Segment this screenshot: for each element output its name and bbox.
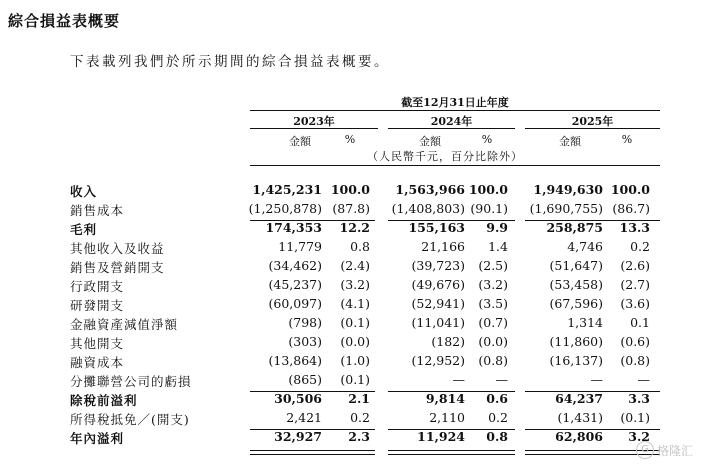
percent-cell: (3.2) xyxy=(478,277,508,292)
percent-cell: 0.6 xyxy=(486,391,508,406)
table-row xyxy=(0,429,715,448)
unit-note: （人民幣千元，百分比除外） xyxy=(367,150,523,163)
amount-cell: 11,924 xyxy=(417,429,465,444)
watermark-logo-icon: G xyxy=(636,441,654,459)
amount-cell: 1,563,966 xyxy=(395,182,465,197)
percent-cell: — xyxy=(637,372,650,387)
amount-cell: — xyxy=(452,372,465,387)
row-label: 行政開支 xyxy=(70,279,125,294)
amount-cell: (1,690,755) xyxy=(529,201,603,216)
percent-cell: (86.7) xyxy=(612,201,650,216)
amount-cell: 258,875 xyxy=(546,220,603,235)
percent-cell: (0.0) xyxy=(340,334,370,349)
row-label: 年內溢利 xyxy=(70,431,125,446)
percent-header-2025: % xyxy=(621,133,633,146)
amount-cell: 2,110 xyxy=(429,410,465,425)
percent-cell: (2.6) xyxy=(620,258,650,273)
percent-cell: (0.0) xyxy=(478,334,508,349)
table-row xyxy=(0,372,715,391)
watermark-text: 格隆汇 xyxy=(657,443,694,458)
percent-cell: (0.8) xyxy=(620,353,650,368)
percent-cell: (4.1) xyxy=(340,296,370,311)
amount-cell: (60,097) xyxy=(268,296,322,311)
row-label: 其他收入及收益 xyxy=(70,241,165,256)
row-label: 融資成本 xyxy=(70,355,125,370)
percent-cell: (1.0) xyxy=(340,353,370,368)
table-row xyxy=(0,182,715,201)
table-row xyxy=(0,315,715,334)
percent-cell: 0.2 xyxy=(488,410,508,425)
year-rule-2024 xyxy=(388,128,515,129)
period-header: 截至12月31日止年度 xyxy=(401,96,509,109)
percent-cell: 0.2 xyxy=(350,410,370,425)
row-label: 銷售及營銷開支 xyxy=(70,260,165,275)
table-row xyxy=(0,334,715,353)
share-loss-underline-3 xyxy=(525,391,660,392)
percent-cell: 2.3 xyxy=(348,429,370,444)
amount-cell: (1,408,803) xyxy=(391,201,465,216)
share-loss-underline-1 xyxy=(250,391,375,392)
percent-cell: (0.6) xyxy=(620,334,650,349)
amount-cell: 30,506 xyxy=(274,391,322,406)
percent-cell: 0.8 xyxy=(350,239,370,254)
amount-cell: (11,041) xyxy=(411,315,465,330)
cost-underline-2 xyxy=(388,220,515,221)
percent-cell: 100.0 xyxy=(330,182,370,197)
tax-underline-3 xyxy=(525,429,660,430)
period-header-rule xyxy=(250,110,660,111)
amount-cell: 21,166 xyxy=(421,239,465,254)
amount-cell: (16,137) xyxy=(549,353,603,368)
amount-cell: (53,458) xyxy=(549,277,603,292)
percent-cell: (2.5) xyxy=(478,258,508,273)
table-row xyxy=(0,258,715,277)
amount-cell: 174,353 xyxy=(265,220,322,235)
profit-double-underline-2 xyxy=(388,450,515,455)
amount-cell: 4,746 xyxy=(567,239,603,254)
amount-cell: 9,814 xyxy=(425,391,465,406)
percent-cell: 3.3 xyxy=(628,391,650,406)
table-row xyxy=(0,220,715,239)
percent-cell: (87.8) xyxy=(332,201,370,216)
row-label: 毛利 xyxy=(70,222,98,237)
percent-cell: — xyxy=(495,372,508,387)
percent-cell: 9.9 xyxy=(486,220,508,235)
percent-cell: 0.2 xyxy=(630,239,650,254)
amount-cell: (13,864) xyxy=(268,353,322,368)
row-label: 金融資產減值淨額 xyxy=(70,317,179,332)
amount-header-2023: 金額 xyxy=(289,135,311,148)
percent-cell: (3.5) xyxy=(478,296,508,311)
row-label: 除稅前溢利 xyxy=(70,393,138,408)
table-row xyxy=(0,410,715,429)
profit-double-underline-1 xyxy=(250,450,375,455)
table-row xyxy=(0,239,715,258)
percent-cell: (0.1) xyxy=(620,410,650,425)
percent-cell: 100.0 xyxy=(610,182,650,197)
percent-cell: 0.8 xyxy=(486,429,508,444)
row-label: 收入 xyxy=(70,184,98,199)
amount-cell: 1,425,231 xyxy=(252,182,322,197)
amount-cell: 1,314 xyxy=(567,315,603,330)
table-row xyxy=(0,277,715,296)
amount-cell: (52,941) xyxy=(411,296,465,311)
amount-cell: 155,163 xyxy=(408,220,465,235)
amount-cell: (798) xyxy=(288,315,322,330)
percent-cell: 13.3 xyxy=(619,220,650,235)
percent-cell: (90.1) xyxy=(470,201,508,216)
amount-cell: 2,421 xyxy=(286,410,322,425)
amount-cell: (39,723) xyxy=(411,258,465,273)
percent-header-2024: % xyxy=(481,133,493,146)
intro-text: 下表載列我們於所示期間的綜合損益表概要。 xyxy=(70,54,390,70)
amount-cell: (12,952) xyxy=(411,353,465,368)
row-label: 分攤聯營公司的虧損 xyxy=(70,374,192,389)
percent-cell: 3.2 xyxy=(628,429,650,444)
table-row xyxy=(0,353,715,372)
percent-cell: 0.1 xyxy=(630,315,650,330)
amount-cell: (45,237) xyxy=(268,277,322,292)
row-label: 所得稅抵免／(開支) xyxy=(70,412,190,427)
amount-cell: (67,596) xyxy=(549,296,603,311)
section-heading: 綜合損益表概要 xyxy=(8,12,121,30)
percent-cell: (3.2) xyxy=(340,277,370,292)
percent-cell: 2.1 xyxy=(348,391,370,406)
amount-header-2024: 金額 xyxy=(419,135,441,148)
percent-cell: 1.4 xyxy=(488,239,508,254)
tax-underline-1 xyxy=(250,429,375,430)
percent-cell: (2.4) xyxy=(340,258,370,273)
percent-cell: 12.2 xyxy=(339,220,370,235)
header-bottom-rule xyxy=(250,165,660,166)
percent-cell: (0.8) xyxy=(478,353,508,368)
watermark xyxy=(636,441,712,463)
year-header-2023: 2023年 xyxy=(293,115,335,128)
percent-cell: (2.7) xyxy=(620,277,650,292)
percent-header-2023: % xyxy=(344,133,356,146)
table-row xyxy=(0,391,715,410)
amount-cell: 32,927 xyxy=(274,429,322,444)
amount-cell: (51,647) xyxy=(549,258,603,273)
amount-cell: (1,250,878) xyxy=(248,201,322,216)
year-header-2025: 2025年 xyxy=(571,115,614,128)
amount-cell: 1,949,630 xyxy=(533,182,603,197)
amount-cell: (865) xyxy=(288,372,322,387)
percent-cell: (0.7) xyxy=(478,315,508,330)
percent-cell: (3.6) xyxy=(620,296,650,311)
amount-cell: (1,431) xyxy=(557,410,603,425)
amount-header-2025: 金額 xyxy=(559,135,581,148)
row-label: 銷售成本 xyxy=(70,203,125,218)
tax-underline-2 xyxy=(388,429,515,430)
amount-cell: (11,860) xyxy=(549,334,603,349)
cost-underline-1 xyxy=(250,220,375,221)
year-header-2024: 2024年 xyxy=(430,115,473,128)
amount-cell: — xyxy=(590,372,603,387)
amount-cell: 11,779 xyxy=(278,239,322,254)
percent-cell: (0.1) xyxy=(340,372,370,387)
amount-cell: (182) xyxy=(431,334,465,349)
amount-cell: (49,676) xyxy=(411,277,465,292)
row-label: 研發開支 xyxy=(70,298,125,313)
share-loss-underline-2 xyxy=(388,391,515,392)
amount-cell: (303) xyxy=(288,334,322,349)
percent-cell: 100.0 xyxy=(468,182,508,197)
table-row xyxy=(0,296,715,315)
percent-cell: (0.1) xyxy=(340,315,370,330)
cost-underline-3 xyxy=(525,220,660,221)
amount-cell: 62,806 xyxy=(555,429,603,444)
table-row xyxy=(0,201,715,220)
year-rule-2023 xyxy=(250,128,378,129)
amount-cell: (34,462) xyxy=(268,258,322,273)
row-label: 其他開支 xyxy=(70,336,125,351)
amount-cell: 64,237 xyxy=(555,391,603,406)
year-rule-2025 xyxy=(525,128,660,129)
